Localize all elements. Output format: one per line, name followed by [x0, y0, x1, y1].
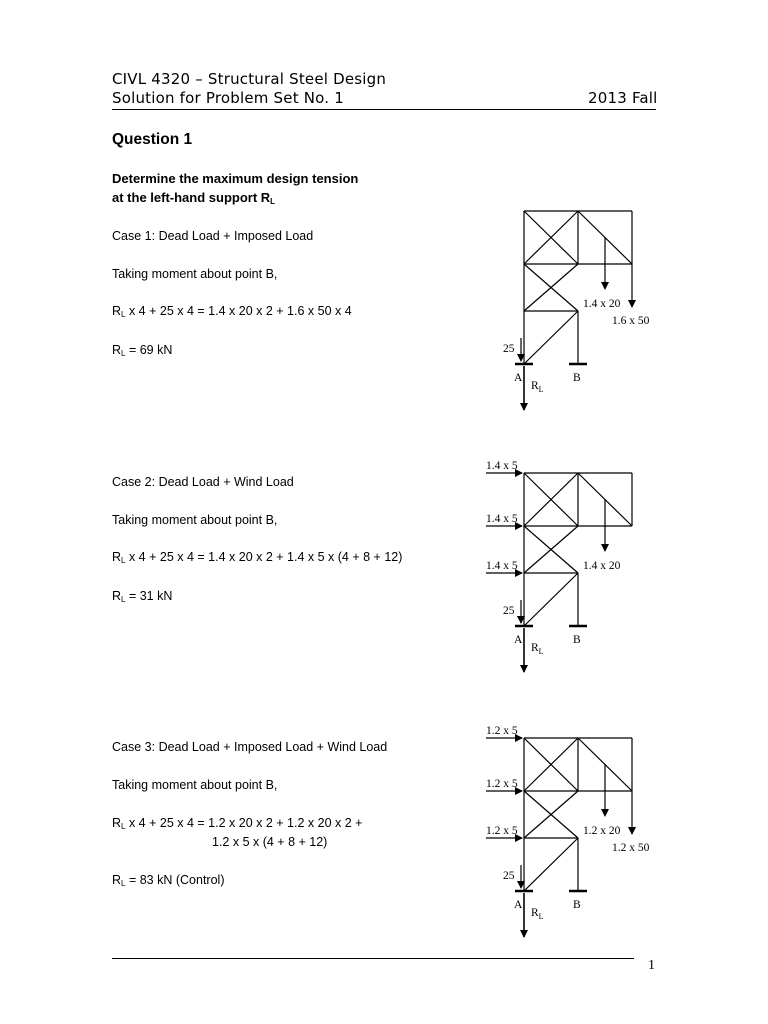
course-title: CIVL 4320 – Structural Steel Design: [112, 70, 387, 88]
reaction-label-subscript: L: [538, 647, 544, 656]
truss-diagram-case2: [486, 460, 632, 672]
case2-moment-text: Taking moment about point B,: [112, 513, 278, 527]
document-subtitle: Solution for Problem Set No. 1: [112, 89, 344, 107]
reaction-label: $R_L$: [531, 642, 544, 656]
truss-diagram-case1: [503, 211, 650, 410]
support-a-label: A: [514, 899, 523, 911]
case1-moment-text: Taking moment about point B,: [112, 267, 278, 281]
case1-equation: $R_L$ x 4 + 25 x 4 = 1.4 x 20 x 2 + 1.6 x 50 x 4: [112, 304, 352, 319]
case2-result: $R_L = 31$ kN: [112, 589, 173, 604]
support-b-label: B: [573, 634, 581, 646]
reaction-label-subscript: L: [538, 912, 544, 921]
load-a-label: 25: [503, 343, 515, 355]
diagonal: [524, 838, 578, 891]
wind-load-label: 1.4 x 5: [486, 560, 518, 572]
wind-load-label: 1.4 x 5: [486, 513, 518, 525]
question-prompt-line2: at the left-hand support $R_L$: [112, 190, 276, 206]
support-b-label: B: [573, 899, 581, 911]
wind-load-label: 1.2 x 5: [486, 778, 518, 790]
case1-result: $R_L = 69$ kN: [112, 343, 173, 358]
reaction-label-subscript: L: [538, 385, 544, 394]
case3-equation-continued: 1.2 x 5 x (4 + 8 + 12): [212, 835, 328, 849]
case1-title: Case 1: Dead Load + Imposed Load: [112, 229, 314, 243]
support-a-label: A: [514, 634, 523, 646]
diagonal: [524, 573, 578, 626]
question-prompt-line1: Determine the maximum design tension: [112, 171, 359, 186]
wind-load-label: 1.2 x 5: [486, 725, 518, 737]
case2-equation: $R_L$ x 4 + 25 x 4 = 1.4 x 20 x 2 + 1.4 x 5 x (4 + 8 + 12): [112, 550, 403, 565]
load-1-label: 1.2 x 20: [583, 825, 621, 837]
wind-load-label: 1.2 x 5: [486, 825, 518, 837]
load-1-label: 1.4 x 20: [583, 560, 621, 572]
load-1-label: 1.4 x 20: [583, 298, 621, 310]
load-a-label: 25: [503, 605, 515, 617]
term-label: 2013 Fall: [588, 89, 658, 107]
page-number: 1: [648, 958, 655, 973]
load-2-label: 1.6 x 50: [612, 315, 650, 327]
case3-title: Case 3: Dead Load + Imposed Load + Wind Load: [112, 740, 388, 754]
case2-title: Case 2: Dead Load + Wind Load: [112, 475, 294, 489]
load-a-label: 25: [503, 870, 515, 882]
case3-equation: $R_L$ x 4 + 25 x 4 = 1.2 x 20 x 2 + 1.2 x 20 x 2 +: [112, 816, 363, 831]
question-title: Question 1: [112, 131, 193, 148]
case3-moment-text: Taking moment about point B,: [112, 778, 278, 792]
wind-load-label: 1.4 x 5: [486, 460, 518, 472]
case3-result: $R_L = 83$ kN (Control): [112, 873, 225, 888]
load-2-label: 1.2 x 50: [612, 842, 650, 854]
support-b-label: B: [573, 372, 581, 384]
truss-diagram-case3: [486, 725, 650, 937]
reaction-label: $R_L$: [531, 907, 544, 921]
support-a-label: A: [514, 372, 523, 384]
reaction-label: $R_L$: [531, 380, 544, 394]
diagonal: [524, 311, 578, 364]
